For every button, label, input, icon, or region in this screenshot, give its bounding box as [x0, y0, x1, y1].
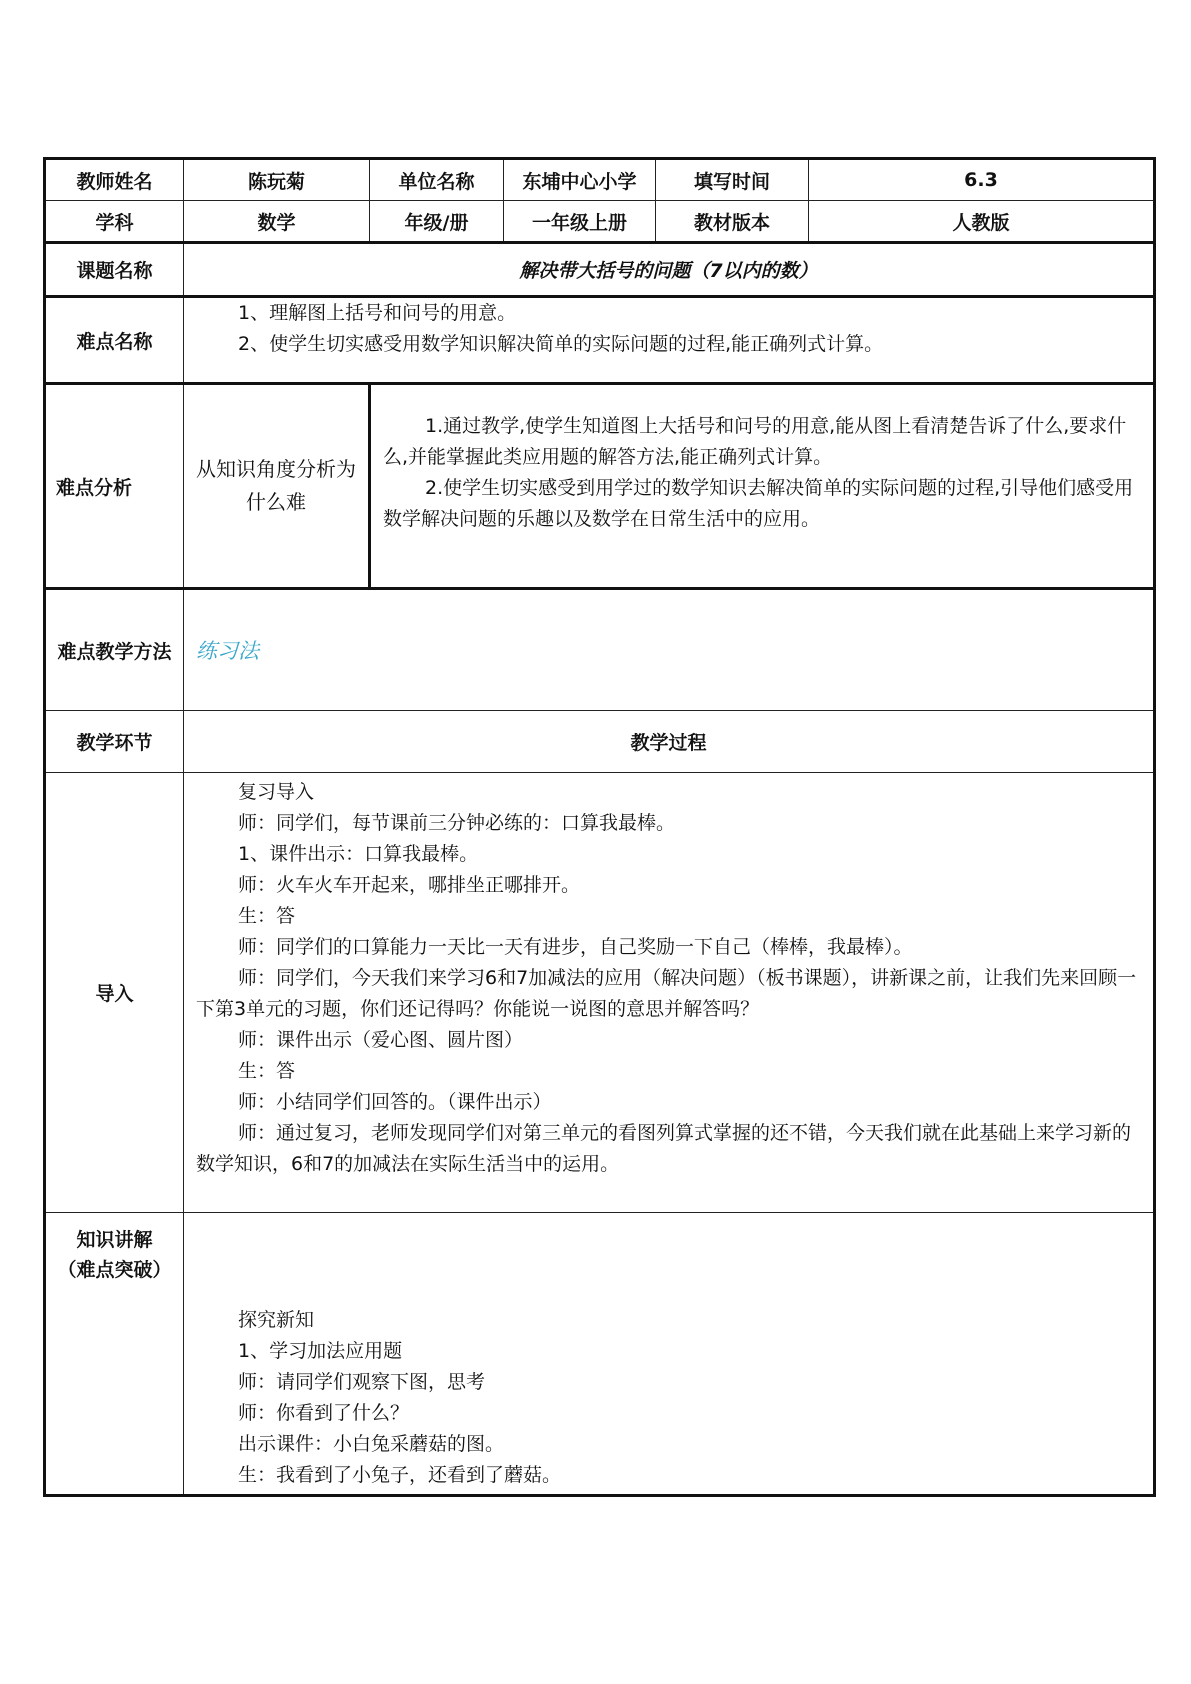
- analysis-paragraph: 1.通过教学,使学生知道图上大括号和问号的用意,能从图上看清楚告诉了什么,要求什么,并能掌握此类应用题的解答方法,能正确列式计算。: [383, 415, 1127, 468]
- analysis-row: [45, 384, 1155, 589]
- stage-label: 教学环节: [45, 711, 184, 773]
- header-row-1: [45, 159, 1155, 201]
- intro-content: [184, 773, 1155, 1213]
- intro-line: 师：同学们，今天我们来学习6和7加减法的应用（解决问题）（板书课题），讲新课之前，让我们先来回顾一下第3单元的习题，你们还记得吗？你能说一说图的意思并解答吗？: [196, 967, 1137, 1020]
- edition-label: 教材版本: [656, 201, 809, 243]
- knowledge-label: [45, 1213, 184, 1496]
- intro-line: 复习导入: [238, 781, 315, 803]
- analysis-label: 难点分析: [45, 384, 184, 589]
- method-row: [45, 589, 1155, 711]
- intro-line: 1、课件出示：口算我最棒。: [238, 843, 479, 865]
- grade-value: 一年级上册: [504, 201, 656, 243]
- analysis-paragraph: 2.使学生切实感受到用学过的数学知识去解决简单的实际问题的过程,引导他们感受用数学解决问题的乐趣以及数学在日常生活中的应用。: [383, 477, 1134, 530]
- grade-label: 年级/册: [370, 201, 504, 243]
- knowledge-line: 1、学习加法应用题: [238, 1340, 403, 1362]
- analysis-content: [370, 384, 1155, 589]
- difficulty-content: [184, 297, 1155, 384]
- fill-date-value: 6.3: [809, 159, 1155, 201]
- lesson-plan-table: [43, 157, 1156, 1497]
- intro-line: 师：同学们，每节课前三分钟必练的：口算我最棒。: [238, 812, 676, 834]
- subject-value: 数学: [184, 201, 370, 243]
- analysis-sub-label: 从知识角度分析为什么难: [184, 384, 370, 589]
- fill-date-label: 填写时间: [656, 159, 809, 201]
- unit-name-value: 东埔中心小学: [504, 159, 656, 201]
- knowledge-row: [45, 1213, 1155, 1496]
- intro-line: 生：答: [238, 905, 296, 927]
- teacher-name-value: 陈玩菊: [184, 159, 370, 201]
- difficulty-line: 1、理解图上括号和问号的用意。: [238, 302, 517, 324]
- lesson-plan-form: [43, 157, 1153, 1497]
- intro-line: 师：小结同学们回答的。（课件出示）: [238, 1091, 552, 1113]
- intro-line: 师：同学们的口算能力一天比一天有进步，自己奖励一下自己（棒棒，我最棒）。: [238, 936, 913, 958]
- header-row-2: [45, 201, 1155, 243]
- process-header-row: [45, 711, 1155, 773]
- knowledge-line: 探究新知: [238, 1309, 315, 1331]
- knowledge-label-line2: （难点突破）: [57, 1259, 172, 1281]
- knowledge-line: 师：请同学们观察下图，思考: [238, 1371, 486, 1393]
- knowledge-line: 师：你看到了什么？: [238, 1402, 410, 1424]
- unit-name-label: 单位名称: [370, 159, 504, 201]
- edition-value: 人教版: [809, 201, 1155, 243]
- knowledge-label-line1: 知识讲解: [76, 1229, 153, 1251]
- knowledge-line: 生：我看到了小兔子，还看到了蘑菇。: [238, 1464, 562, 1486]
- topic-label: 课题名称: [45, 243, 184, 297]
- difficulty-line: 2、使学生切实感受用数学知识解决简单的实际问题的过程,能正确列式计算。: [238, 333, 884, 355]
- method-label: 难点教学方法: [45, 589, 184, 711]
- intro-row: [45, 773, 1155, 1213]
- difficulty-label: 难点名称: [45, 297, 184, 384]
- intro-line: 师：火车火车开起来，哪排坐正哪排开。: [238, 874, 581, 896]
- method-value: 练习法: [184, 589, 1155, 711]
- subject-label: 学科: [45, 201, 184, 243]
- teacher-name-label: 教师姓名: [45, 159, 184, 201]
- intro-label: 导入: [45, 773, 184, 1213]
- intro-line: 师：课件出示（爱心图、圆片图）: [238, 1029, 524, 1051]
- topic-row: [45, 243, 1155, 297]
- knowledge-content: [184, 1213, 1155, 1496]
- topic-value: 解决带大括号的问题（7以内的数）: [184, 243, 1155, 297]
- intro-line: 师：通过复习，老师发现同学们对第三单元的看图列算式掌握的还不错，今天我们就在此基础上来学习新的数学知识，6和7的加减法在实际生活当中的运用。: [196, 1122, 1132, 1175]
- knowledge-line: 出示课件：小白兔采蘑菇的图。: [238, 1433, 505, 1455]
- intro-line: 生：答: [238, 1060, 296, 1082]
- process-label: 教学过程: [184, 711, 1155, 773]
- difficulty-row: [45, 297, 1155, 384]
